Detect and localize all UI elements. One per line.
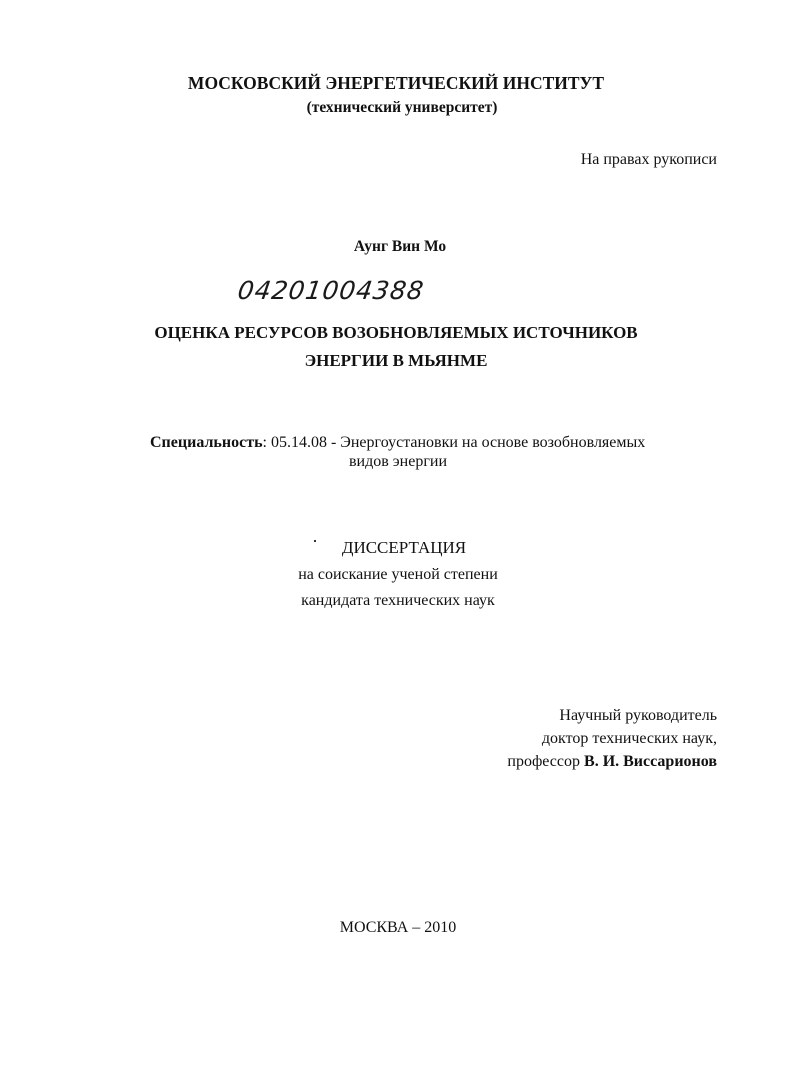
supervisor-degree: доктор технических наук, bbox=[541, 730, 717, 747]
thesis-degree-field: кандидата технических наук bbox=[301, 592, 495, 609]
rights-note: На правах рукописи bbox=[580, 151, 717, 168]
institute-name: МОСКОВСКИЙ ЭНЕРГЕТИЧЕСКИЙ ИНСТИТУТ bbox=[187, 73, 605, 93]
supervisor-title: профессор bbox=[507, 753, 585, 770]
supervisor-label: Научный руководитель bbox=[559, 707, 717, 724]
supervisor-name-line bbox=[507, 754, 717, 770]
title-line-2: ЭНЕРГИИ В МЬЯНМЕ bbox=[304, 351, 488, 370]
author-name: Аунг Вин Мо bbox=[353, 238, 447, 255]
city-year: МОСКВА – 2010 bbox=[339, 919, 457, 936]
thesis-degree-line: на соискание ученой степени bbox=[298, 566, 498, 583]
supervisor-name: В. И. Виссарионов bbox=[584, 753, 717, 770]
specialty-value-cont: видов энергии bbox=[348, 453, 448, 470]
specialty-label: Специальность bbox=[150, 434, 263, 451]
specialty-line bbox=[150, 435, 645, 451]
specialty-value: : 05.14.08 - Энергоустановки на основе возобновляемых bbox=[262, 434, 646, 451]
institute-subtitle: (технический университет) bbox=[306, 99, 498, 116]
handwritten-registration-number: 04201004388 bbox=[235, 276, 427, 305]
thesis-type: ДИССЕРТАЦИЯ bbox=[341, 538, 467, 557]
title-line-1: ОЦЕНКА РЕСУРСОВ ВОЗОБНОВЛЯЕМЫХ ИСТОЧНИКОВ bbox=[154, 323, 638, 342]
